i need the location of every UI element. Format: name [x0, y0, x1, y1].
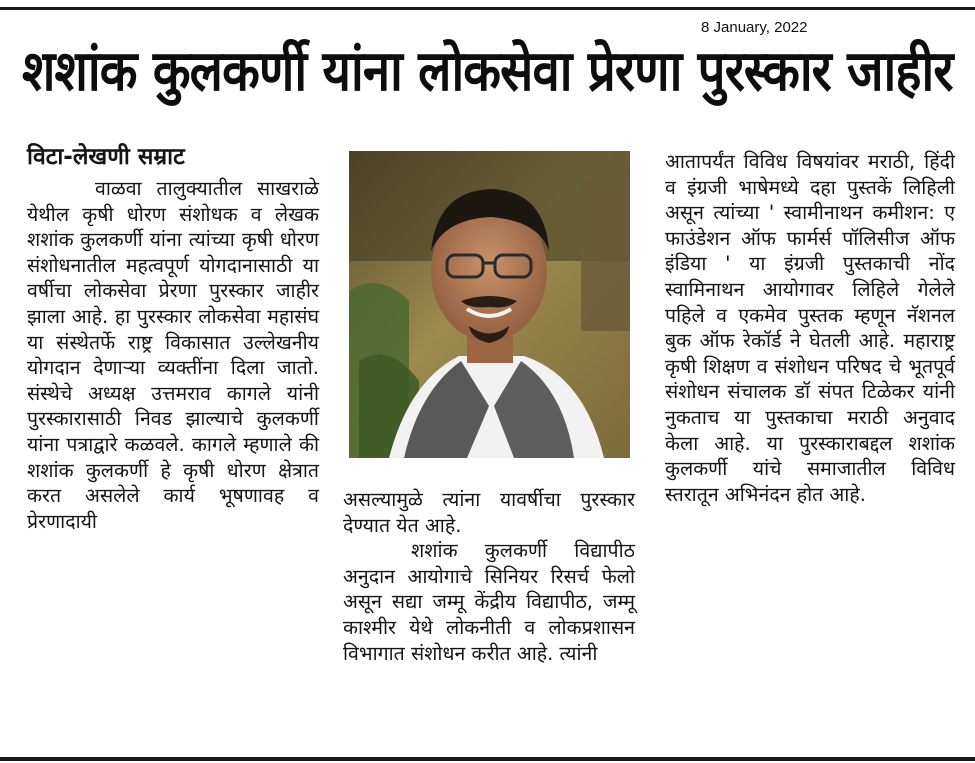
top-rule — [0, 7, 975, 10]
article-paragraph: शशांक कुलकर्णी विद्यापीठ अनुदान आयोगाचे सिनियर रिसर्च फेलो असून सद्या जम्मू केंद्रीय विद्यापीठ, जम्मू काश्मीर येथे लोकनीती व लोकप्रशासन विभागात संशोधन करीत आहे. त्यांनी — [343, 539, 635, 665]
article-paragraph: वाळवा तालुक्यातील साखराळे येथील कृषी धोरण संशोधक व लेखक शशांक कुलकर्णी यांना त्यांच्या कृषी धोरण संशोधनातील महत्वपूर्ण योगदानासाठी या वर्षीचा लोकसेवा प्रेरणा पुरस्कार जाहीर झाला आहे. हा पुरस्कार लोकसेवा महासंघ या संस्थेतर्फे राष्ट्र विकासात उल्लेखनीय योगदान देणाऱ्या व्यक्तींना दिला जातो. संस्थेचे अध्यक्ष उत्तमराव कागले यांनी पुरस्कारासाठी निवड झाल्याचे कुलकर्णी यांना पत्राद्वारे कळवले. कागले म्हणाले की शशांक कुलकर्णी हे कृषी धोरण क्षेत्रात करत असलेले कार्य भूषणावह व प्रेरणादायी — [27, 177, 319, 533]
bottom-rule — [0, 757, 975, 761]
article-column-3 — [665, 149, 955, 507]
byline: विटा-लेखणी सम्राट — [27, 144, 185, 170]
article-column-1 — [27, 140, 319, 534]
publication-date: 8 January, 2022 — [701, 19, 808, 36]
headline: शशांक कुलकर्णी यांना लोकसेवा प्रेरणा पुरस्कार जाहीर — [22, 39, 953, 104]
article-paragraph: आतापर्यंत विविध विषयांवर मराठी, हिंदी व इंग्रजी भाषेमध्ये दहा पुस्तकें लिहिली असून त्यांच्या ' स्वामीनाथन कमीशन: ए फाउंडेशन ऑफ फार्मर्स पॉलिसीज ऑफ इंडिया ' या इंग्रजी पुस्तकाची नोंद स्वामिनाथन आयोगावर लिहिले गेलेले पहिले व एकमेव पुस्तक म्हणून नॅशनल बुक ऑफ रेकॉर्ड ने घेतली आहे. महाराष्ट्र कृषी शिक्षण व संशोधन परिषद चे भूतपूर्व संशोधन संचालक डॉ संपत टिळेकर यांनी नुकताच या पुस्तकाचा मराठी अनुवाद केला आहे. या पुरस्काराबद्दल शशांक कुलकर्णी यांचे समाजातील विविध स्तरातून अभिनंदन होत आहे. — [665, 150, 955, 506]
person-photo — [349, 151, 630, 458]
article-paragraph: असल्यामुळे त्यांना यावर्षीचा पुरस्कार देण्यात येत आहे. — [343, 488, 635, 537]
person-photo-icon — [349, 151, 630, 458]
article-column-2 — [343, 487, 635, 666]
